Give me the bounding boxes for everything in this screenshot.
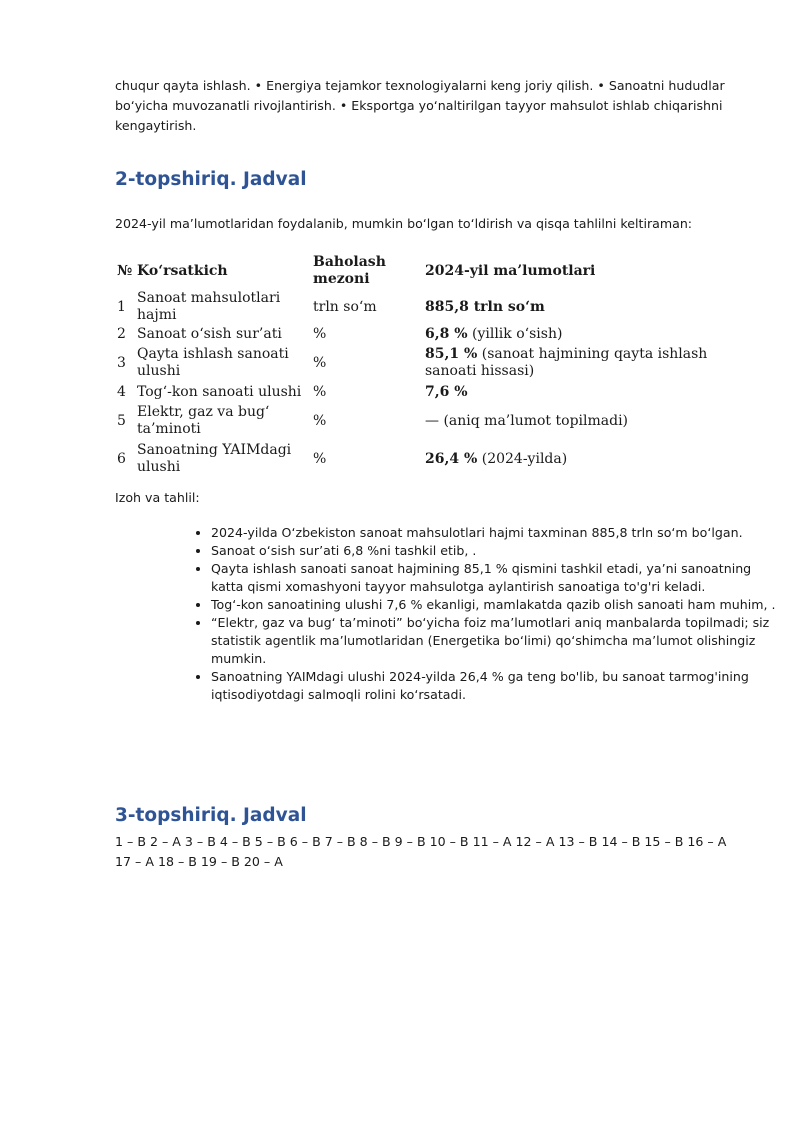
list-item: • “Elektr, gaz va bug‘ ta’minoti” bo‘yicha foiz ma’lumotlari aniq manbalarda topilmadi; siz statistik agentlik ma’lumotlaridan (Energetika bo‘limi) qo‘shimcha ma’lumot olishingiz mumkin. bbox=[211, 614, 781, 668]
section-2-lead: 2024-yil ma’lumotlaridan foydalanib, mumkin bo‘lgan to‘ldirish va qisqa tahlilni keltiraman: bbox=[115, 216, 693, 231]
row-no: 5 bbox=[117, 412, 126, 429]
table-row bbox=[115, 440, 742, 478]
header-indicator: Ko‘rsatkich bbox=[137, 262, 228, 279]
row-value: 7,6 % bbox=[425, 383, 468, 400]
list-item: • Tog‘-kon sanoatining ulushi 7,6 % ekanligi, mamlakatda qazib olish sanoati ham muhim, . bbox=[211, 596, 781, 614]
section-3-heading: 3-topshiriq. Jadval bbox=[115, 805, 307, 826]
row-data bbox=[423, 290, 742, 324]
list-item: • 2024-yilda O‘zbekiston sanoat mahsulotlari hajmi taxminan 885,8 trln so‘m bo‘lgan. bbox=[211, 524, 781, 542]
row-no: 1 bbox=[117, 298, 126, 315]
row-data bbox=[423, 344, 742, 382]
row-data bbox=[423, 382, 742, 402]
answer-key: 1 – B 2 – A 3 – B 4 – B 5 – B 6 – B 7 – B 8 – B 9 – B 10 – B 11 – A 12 – A 13 – B 14 – B 15 – B 16 – A 17 – A 18 – B 19 – B 20 – A bbox=[115, 834, 727, 869]
row-criterion: % bbox=[313, 412, 327, 429]
list-item: • Sanoatning YAIMdagi ulushi 2024-yilda 26,4 % ga teng bo'lib, bu sanoat tarmog'ining iqtisodiyotdagi salmoqli rolini ko‘rsatadi. bbox=[211, 668, 781, 704]
row-indicator: Qayta ishlash sanoati ulushi bbox=[137, 346, 289, 379]
row-note: (2024-yilda) bbox=[477, 450, 568, 467]
indicators-table bbox=[115, 252, 742, 478]
header-criterion: Baholash mezoni bbox=[313, 254, 386, 287]
row-criterion: % bbox=[313, 450, 327, 467]
row-indicator: Sanoat mahsulotlari hajmi bbox=[137, 290, 281, 323]
row-note: — (aniq ma’lumot topilmadi) bbox=[425, 412, 629, 429]
row-value: 26,4 % bbox=[425, 450, 478, 467]
list-item: • Qayta ishlash sanoati sanoat hajmining 85,1 % qismini tashkil etadi, ya’ni sanoatning katta qismi xomashyoni tayyor mahsulotga aylantirish sanoatiga to'g'ri keladi. bbox=[211, 560, 781, 596]
row-no: 6 bbox=[117, 450, 126, 467]
table-row bbox=[115, 344, 742, 382]
row-criterion: % bbox=[313, 325, 327, 342]
table-row bbox=[115, 290, 742, 324]
analysis-bullet-list bbox=[175, 524, 781, 704]
section-2-heading: 2-topshiriq. Jadval bbox=[115, 169, 307, 190]
row-data bbox=[423, 440, 742, 478]
row-indicator: Tog‘-kon sanoati ulushi bbox=[137, 383, 302, 400]
table-row bbox=[115, 382, 742, 402]
table-row bbox=[115, 324, 742, 344]
row-data bbox=[423, 402, 742, 440]
row-criterion: % bbox=[313, 354, 327, 371]
row-no: 4 bbox=[117, 383, 126, 400]
header-data: 2024-yil ma’lumotlari bbox=[425, 262, 596, 279]
row-value: 6,8 % bbox=[425, 325, 468, 342]
row-no: 2 bbox=[117, 325, 126, 342]
row-no: 3 bbox=[117, 354, 126, 371]
row-indicator: Sanoatning YAIMdagi ulushi bbox=[137, 442, 292, 475]
row-note: (sanoat hajmining qayta ishlash sanoati hissasi) bbox=[425, 346, 708, 379]
row-note: (yillik o‘sish) bbox=[467, 325, 563, 342]
table-row bbox=[115, 402, 742, 440]
analysis-label: Izoh va tahlil: bbox=[115, 490, 200, 505]
header-no: № bbox=[117, 262, 133, 279]
row-value: 885,8 trln so‘m bbox=[425, 298, 545, 315]
row-criterion: % bbox=[313, 383, 327, 400]
table-header-row bbox=[115, 252, 742, 290]
row-indicator: Elektr, gaz va bug‘ ta’minoti bbox=[137, 404, 270, 437]
list-item: • Sanoat o‘sish sur’ati 6,8 %ni tashkil etib, . bbox=[211, 542, 781, 560]
intro-paragraph: chuqur qayta ishlash. • Energiya tejamkor texnologiyalarni keng joriy qilish. • Sanoatni hududlar bo‘yicha muvozanatli rivojlantirish. • Eksportga yo‘naltirilgan tayyor mahsulot ishlab chiqarishni kengaytirish. bbox=[115, 78, 725, 133]
row-data bbox=[423, 324, 742, 344]
row-criterion: trln so‘m bbox=[313, 298, 377, 315]
row-value: 85,1 % bbox=[425, 346, 478, 362]
row-indicator: Sanoat o‘sish sur’ati bbox=[137, 325, 282, 342]
